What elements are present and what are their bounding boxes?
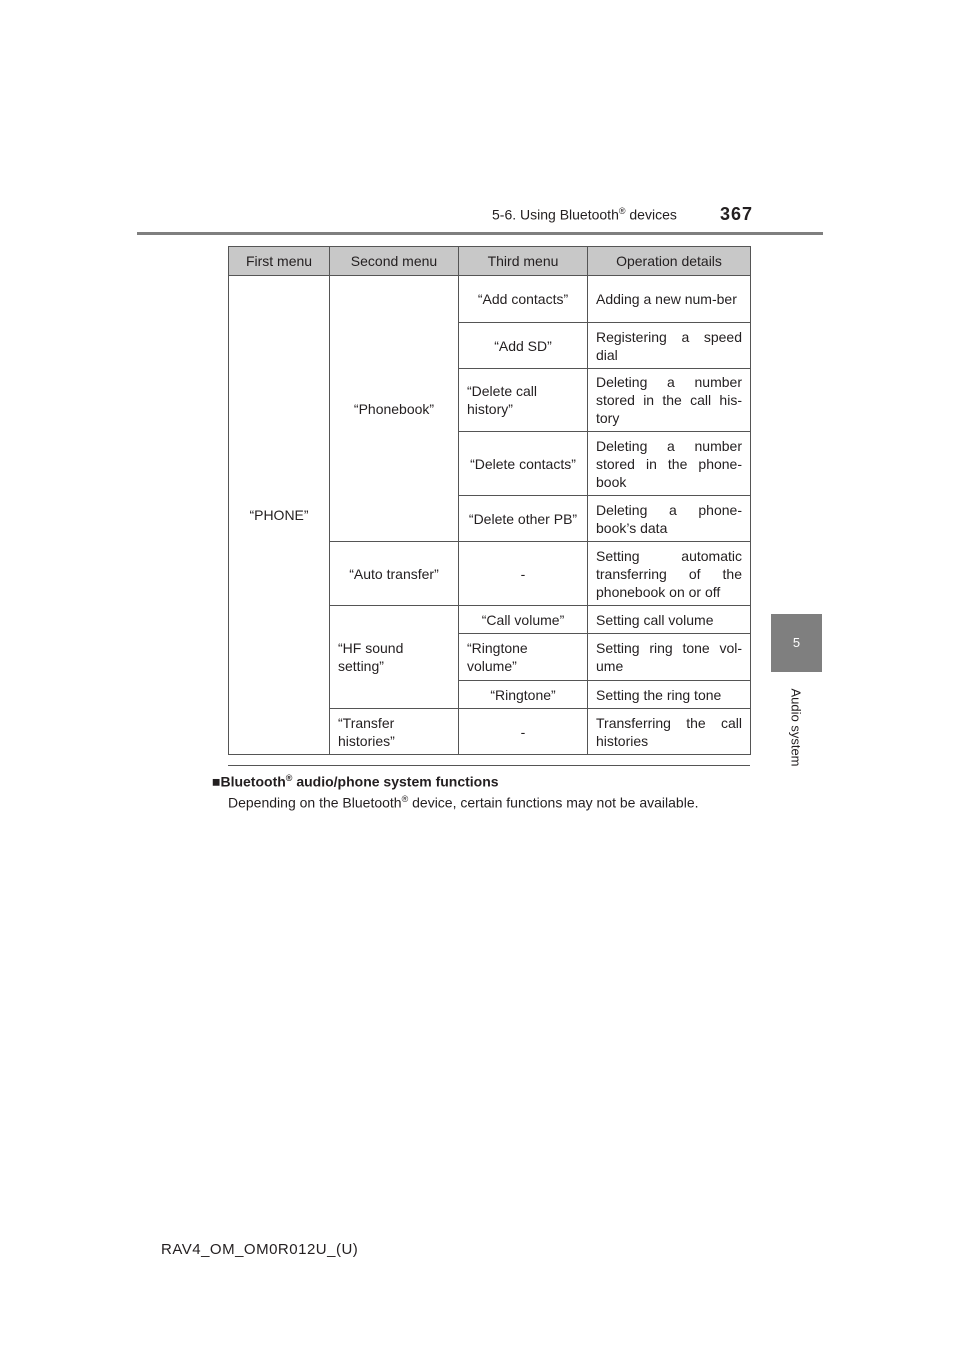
section-title-text: 5-6. Using Bluetooth <box>492 206 619 223</box>
chapter-tab-label-text: Audio system <box>789 688 805 767</box>
operation-details-cell: Setting automatic transferring of the phonebook on or off <box>588 542 751 606</box>
operation-details-cell: Deleting a number stored in the phone-book <box>588 432 751 496</box>
section-title-suffix: devices <box>625 206 677 223</box>
operation-details-cell: Deleting a number stored in the call his-tory <box>588 369 751 432</box>
note-heading <box>212 773 499 790</box>
header-rule <box>137 232 823 235</box>
column-header: Third menu <box>459 247 588 276</box>
operation-details-cell: Setting the ring tone <box>588 681 751 709</box>
third-menu-cell: - <box>459 709 588 755</box>
third-menu-cell: - <box>459 542 588 606</box>
registered-mark: ® <box>285 773 293 783</box>
operation-details-cell: Transferring the call histories <box>588 709 751 755</box>
first-menu-cell: “PHONE” <box>229 276 330 755</box>
section-title <box>492 206 677 223</box>
third-menu-cell: “Add SD” <box>459 323 588 369</box>
third-menu-cell: “Call volume” <box>459 606 588 634</box>
second-menu-cell: “Auto transfer” <box>330 542 459 606</box>
third-menu-cell: “Delete other PB” <box>459 496 588 542</box>
section-divider <box>228 765 750 766</box>
operation-details-cell: Setting call volume <box>588 606 751 634</box>
note-body-suffix: device, certain functions may not be available. <box>408 794 699 811</box>
note-heading-text: Bluetooth <box>220 773 286 790</box>
column-header: Second menu <box>330 247 459 276</box>
second-menu-cell: “HF sound setting” <box>330 606 459 709</box>
third-menu-cell: “Ringtone” <box>459 681 588 709</box>
operation-details-cell: Registering a speed dial <box>588 323 751 369</box>
registered-mark: ® <box>401 794 409 804</box>
operation-details-cell: Setting ring tone vol-ume <box>588 634 751 681</box>
note-body-text: Depending on the Bluetooth <box>228 794 402 811</box>
second-menu-cell: “Transfer histories” <box>330 709 459 755</box>
square-bullet-icon: ■ <box>212 773 221 790</box>
registered-mark: ® <box>618 206 626 216</box>
note-body <box>228 794 699 811</box>
table-row <box>229 276 751 323</box>
third-menu-cell: “Ringtone volume” <box>459 634 588 681</box>
document-code: RAV4_OM_OM0R012U_(U) <box>161 1241 359 1258</box>
note-heading-suffix: audio/phone system functions <box>292 773 499 790</box>
second-menu-cell: “Phonebook” <box>330 276 459 542</box>
third-menu-cell: “Delete contacts” <box>459 432 588 496</box>
third-menu-cell: “Delete call history” <box>459 369 588 432</box>
chapter-tab-number: 5 <box>771 614 822 672</box>
table-header-row <box>229 247 751 276</box>
chapter-tab-label <box>771 680 822 775</box>
menu-table <box>228 246 751 755</box>
third-menu-cell: “Add contacts” <box>459 276 588 323</box>
operation-details-cell: Adding a new num-ber <box>588 276 751 323</box>
page-number: 367 <box>720 204 754 224</box>
operation-details-cell: Deleting a phone-book’s data <box>588 496 751 542</box>
column-header: Operation details <box>588 247 751 276</box>
column-header: First menu <box>229 247 330 276</box>
